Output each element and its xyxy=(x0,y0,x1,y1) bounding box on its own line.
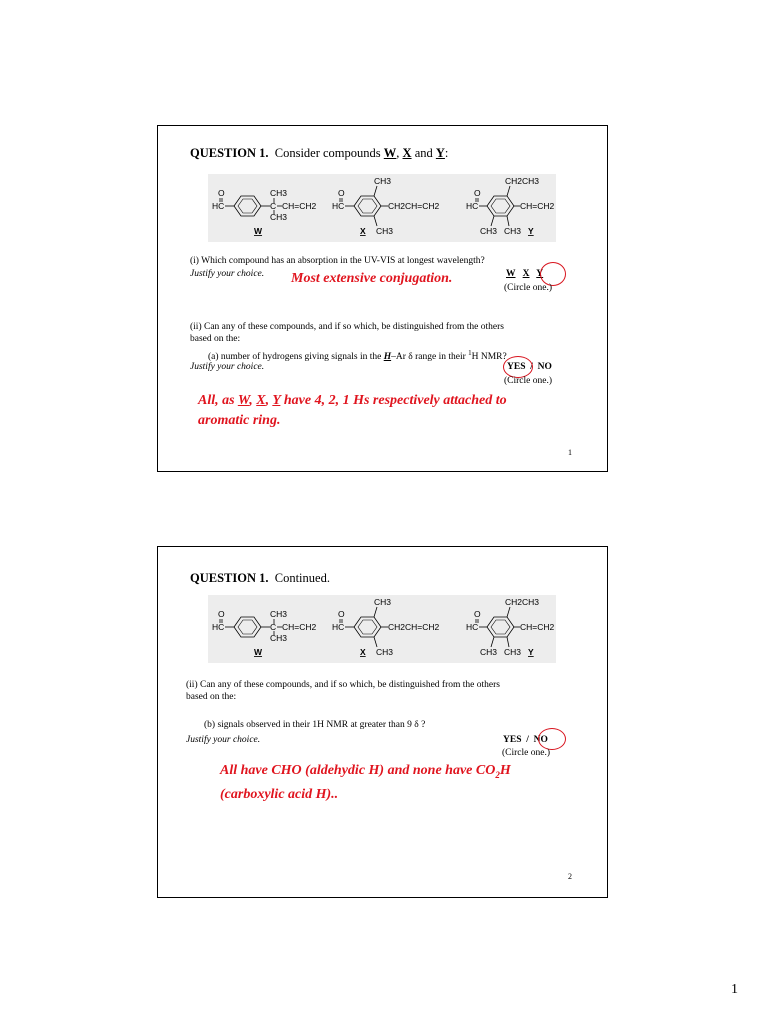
chemical-structures xyxy=(208,595,556,663)
svg-text:C: C xyxy=(270,201,277,211)
svg-text:CH=CH2: CH=CH2 xyxy=(520,201,555,211)
svg-text:CH3: CH3 xyxy=(270,609,288,619)
svg-text:CH2CH=CH2: CH2CH=CH2 xyxy=(388,201,440,211)
svg-text:O: O xyxy=(338,609,345,619)
answer-i: Most extensive conjugation. xyxy=(291,271,453,286)
svg-text:CH3: CH3 xyxy=(376,226,394,236)
question-heading: QUESTION 1. Continued. xyxy=(190,571,330,585)
svg-text:HC: HC xyxy=(332,201,345,211)
svg-text:HC: HC xyxy=(466,201,479,211)
question-ii-line1: (ii) Can any of these compounds, and if so which, be distinguished from the others xyxy=(186,680,500,690)
svg-text:CH=CH2: CH=CH2 xyxy=(282,201,317,211)
svg-text:O: O xyxy=(218,609,225,619)
question-ii-a: (a) number of hydrogens giving signals in the H–Ar δ range in their $^1$H NMR? xyxy=(208,349,507,363)
svg-text:CH2CH3: CH2CH3 xyxy=(505,597,540,607)
answer-b: All have CHO (aldehydic H) and none have $CO_2H$ (carboxylic acid H).. xyxy=(220,763,511,802)
justify-label: Justify your choice. xyxy=(186,735,261,745)
svg-text:Y: Y xyxy=(528,226,534,236)
yes-no-choice: YES / NO xyxy=(507,362,552,372)
svg-text:CH3: CH3 xyxy=(270,188,288,198)
svg-text:Y: Y xyxy=(528,647,534,657)
svg-text:X: X xyxy=(360,647,366,657)
page-number: 1 xyxy=(731,982,738,997)
svg-text:CH=CH2: CH=CH2 xyxy=(520,622,555,632)
svg-text:CH3: CH3 xyxy=(504,226,522,236)
svg-text:CH3: CH3 xyxy=(270,212,288,222)
structures-svg xyxy=(208,595,556,663)
svg-text:O: O xyxy=(338,188,345,198)
question-i-text: (i) Which compound has an absorption in the UV-VIS at longest wavelength? xyxy=(190,256,485,266)
svg-text:HC: HC xyxy=(212,622,225,632)
choices-i: W X Y xyxy=(506,269,544,279)
circle-one-hint-2: (Circle one.) xyxy=(504,376,553,386)
question-heading: QUESTION 1. Consider compounds W, X and Y: xyxy=(190,146,449,160)
slide-2 xyxy=(157,546,608,898)
svg-text:CH3: CH3 xyxy=(376,647,394,657)
svg-text:HC: HC xyxy=(332,622,345,632)
svg-text:W: W xyxy=(254,226,263,236)
justify-label: Justify your choice. xyxy=(190,269,265,279)
svg-text:W: W xyxy=(254,647,263,657)
compound-y-structure xyxy=(466,176,555,236)
compound-w-structure xyxy=(212,609,317,657)
slide-number: 1 xyxy=(568,448,572,457)
question-ii-line2: based on the: xyxy=(186,692,237,702)
question-ii-line2: based on the: xyxy=(190,334,241,344)
svg-text:CH2CH=CH2: CH2CH=CH2 xyxy=(388,622,440,632)
slide-number: 2 xyxy=(568,872,572,881)
svg-text:HC: HC xyxy=(212,201,225,211)
svg-text:O: O xyxy=(474,188,481,198)
svg-text:CH3: CH3 xyxy=(480,647,498,657)
svg-text:CH3: CH3 xyxy=(374,597,392,607)
svg-text:CH=CH2: CH=CH2 xyxy=(282,622,317,632)
question-ii-b: (b) signals observed in their 1H NMR at greater than 9 δ ? xyxy=(204,720,426,730)
yes-no-choice: YES / NO xyxy=(503,735,548,745)
answer-a: All, as W, X, Y have 4, 2, 1 Hs respectively attached to aromatic ring. xyxy=(198,393,507,428)
svg-text:HC: HC xyxy=(466,622,479,632)
justify-label-2: Justify your choice. xyxy=(190,362,265,372)
question-ii-line1: (ii) Can any of these compounds, and if so which, be distinguished from the others xyxy=(190,322,504,332)
circle-one-hint: (Circle one.) xyxy=(504,283,553,293)
svg-text:CH3: CH3 xyxy=(270,633,288,643)
svg-text:CH2CH3: CH2CH3 xyxy=(505,176,540,186)
compound-y-structure xyxy=(466,597,555,657)
compound-x-structure xyxy=(332,176,440,236)
svg-text:CH3: CH3 xyxy=(504,647,522,657)
svg-text:O: O xyxy=(218,188,225,198)
svg-text:C: C xyxy=(270,622,277,632)
slide-1 xyxy=(157,125,608,472)
structures-svg xyxy=(208,174,556,242)
compound-w-structure xyxy=(212,188,317,236)
compound-x-structure xyxy=(332,597,440,657)
svg-text:O: O xyxy=(474,609,481,619)
svg-text:X: X xyxy=(360,226,366,236)
svg-text:CH3: CH3 xyxy=(480,226,498,236)
chemical-structures xyxy=(208,174,556,242)
svg-text:CH3: CH3 xyxy=(374,176,392,186)
circle-one-hint: (Circle one.) xyxy=(502,748,551,758)
